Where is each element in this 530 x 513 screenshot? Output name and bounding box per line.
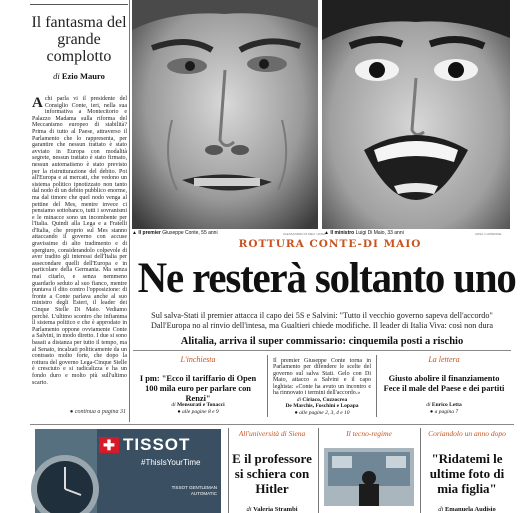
column-title: Il fantasma del grande complotto xyxy=(31,14,127,65)
column-author-name: Ezio Mauro xyxy=(61,71,105,81)
tecno-scene-illustration xyxy=(324,448,414,506)
coriandolo-author-prefix: di xyxy=(438,506,444,513)
bottom-tecno-photo xyxy=(324,448,414,506)
bottom-tecno-kicker: Il tecno-regime xyxy=(346,429,392,438)
siena-author-prefix: di xyxy=(246,506,252,513)
dimaio-face-illustration xyxy=(322,0,510,229)
caption-conte-text: Giuseppe Conte, 55 anni xyxy=(162,230,218,236)
lettera-authors-prefix: di xyxy=(426,402,431,408)
lettera-pages-text[interactable]: a pagina 7 xyxy=(434,409,459,415)
tissot-brand: TISSOT xyxy=(123,435,191,454)
photo-conte-caption: ▲ Il premier Giuseppe Conte, 55 anni xyxy=(132,230,218,236)
bottom-siena-author xyxy=(230,506,314,513)
column-top-label xyxy=(30,0,128,1)
inchiesta-pages-text[interactable]: alle pagine 8 e 9 xyxy=(182,409,219,415)
bottom-siena-title[interactable]: E il professore si schiera con Hitler xyxy=(232,451,312,496)
column-continue-text[interactable]: continua a pagina 31 xyxy=(74,409,126,415)
column-divider xyxy=(129,0,130,422)
photo-dimaio-caption: ▲ Il ministro Luigi Di Maio, 33 anni xyxy=(324,230,404,236)
article-conte-pages[interactable]: ● alle pagine 2, 3, 4 e 10 xyxy=(294,410,350,416)
article-lettera-title[interactable]: Giusto abolire il finanziamento Fece il male del Paese e dei partiti xyxy=(383,374,505,393)
tissot-advertisement[interactable] xyxy=(35,429,221,513)
article-conte-authors-2: De Marchis, Foschini e Lopapa xyxy=(285,403,359,409)
coriandolo-author-name: Emanuela Audisio xyxy=(444,506,496,513)
bottom-siena-kicker: All'università di Siena xyxy=(238,429,306,438)
column-author-prefix: di xyxy=(53,71,60,81)
main-headline[interactable]: Ne resterà soltanto uno xyxy=(137,255,516,302)
article-inchiesta-authors xyxy=(134,402,262,408)
column-continue-link[interactable]: ● continua a pagina 31 xyxy=(69,409,126,415)
conte-authors-names: Ciriaco, Cuzzocrea xyxy=(302,397,348,403)
column-top-rule xyxy=(30,4,128,5)
bottom-divider-2 xyxy=(318,428,319,513)
photo-conte xyxy=(132,0,318,229)
article-inchiesta-title[interactable]: I pm: "Ecco il tariffario di Open 100 mila euro per parlare con Renzi" xyxy=(139,374,257,403)
article-divider-1 xyxy=(267,355,268,417)
bottom-divider-1 xyxy=(228,428,229,513)
article-lettera-kicker: La lettera xyxy=(428,355,460,364)
conte-authors-prefix: di xyxy=(296,397,302,403)
column-body-text: chi parla vi il presidente del Consiglio Conte, ieri, nella sua informativa a Montecitorio e Palazzo Madama sulla riforma del Meccanismo europeo di stabilità? Prima di tutto al Paese, attraverso il Parlamento che lo rappresenta, per garantire che nessun trattato è stato avviato in Europa con modalità segrete, nessun trattato è stato firmato, nessun automatismo è stato previsto per la ristrutturazione del debito. Poi all'Europa e ai mercati, che vedono un sistema politico ipnotizzato non tanto dal nodo di un debito pubblico enorme, ma dal timore che quel nodo venga al pettine del Mes, mentre invece ci pensiamo sottobanco, tutti i sovranismi e le minacce sono un incombente per l'Italia. Quindi alla Lega e a Fratelli d'Italia, che proprio sul Mes stanno attaccando il governo con accuse gravissime di alto tradimento e di spergiuro, considerandolo colpevole di aver tradito gli interessi dell'Italia per assecondare quelli dell'Europa e in particolare della Germania. Ma senza mai citarlo, e senza nemmeno guardarlo seduto al suo fianco, mentre puntava il dito contro l'opposizione: di fronte a Conte parlava anche al suo ministro degli Esteri, il leader dei Cinque Stelle Di Maio. Vediamo perché. L'ultimo scontro che infiamma il sistema politico e che è approdato in Parlamento oppone ovviamente Conte a Salvini, in modo diretto. I due si sono basati a distanza per tutto il tempo, ma al Senato, incalzati politicamente da un contrasto molto forte, che dopo la rottura del governo Lega-Cinque Stelle è cresciuto e si radicalizza e ha un fondo duro e molto più sull'ultimo scarto. xyxy=(32,96,127,386)
article-inchiesta-pages[interactable]: ● alle pagine 8 e 9 xyxy=(177,409,219,415)
photo-dimaio-credit: ANSA / LAPRESSE xyxy=(475,232,502,236)
bottom-section-rule xyxy=(30,424,514,425)
article-lettera-pages[interactable]: ● a pagina 7 xyxy=(429,409,459,415)
main-subhead: Sul salva-Stati il premier attacca il capo dei 5S e Salvini: "Tutto il vecchio governo sapeva dell'accordo" Dall'Europa no al rinvio dell'intesa, ma Gualtieri chiede modifiche. Il leader di Italia Viva: così non dura xyxy=(151,311,493,330)
tissot-model-2: AUTOMATIC xyxy=(190,491,217,496)
caption-dimaio-name: Il ministro xyxy=(330,230,355,236)
column-body xyxy=(32,96,127,386)
inchiesta-authors-prefix: di xyxy=(171,402,176,408)
editorial-column xyxy=(30,0,128,422)
article-divider-2 xyxy=(376,355,377,417)
siena-author-name: Valeria Strambi xyxy=(253,506,298,513)
caption-conte-name: Il premier xyxy=(138,230,161,236)
bottom-coriandolo-author xyxy=(421,506,513,513)
photo-conte-credit: ALESSANDRO DI MEO / ANSA xyxy=(283,232,326,236)
tissot-model-1: TISSOT GENTLEMAN xyxy=(171,485,217,490)
bottom-coriandolo-kicker: Coriandolo un anno dopo xyxy=(428,429,506,438)
photo-di-maio xyxy=(322,0,510,229)
column-drop-cap: A xyxy=(32,95,43,111)
article-conte-body: Il premier Giuseppe Conte torna in Parlamento per difendere le scelte del governo sul salva Stati. Gelo con Di Maio, attacco a Salvini e il capo leghista: «Conte ha avuto un incontro e ha rinnovato i termini dell'accordo.» xyxy=(273,358,371,397)
tissot-cross-icon: ✚ xyxy=(99,437,119,453)
article-inchiesta-kicker: L'inchiesta xyxy=(180,355,216,364)
conte-pages-text[interactable]: alle pagine 2, 3, 4 e 10 xyxy=(299,410,350,416)
lettera-authors-names: Enrico Letta xyxy=(431,402,462,408)
caption-dimaio-text: Luigi Di Maio, 33 anni xyxy=(355,230,404,236)
bottom-coriandolo-title[interactable]: "Ridatemi le ultime foto di mia figlia" xyxy=(429,451,505,496)
conte-face-illustration xyxy=(132,0,318,229)
section-rule xyxy=(133,350,511,351)
column-author xyxy=(30,71,128,81)
article-lettera-authors xyxy=(380,402,508,408)
tissot-hashtag: #ThisIsYourTime xyxy=(141,458,201,467)
main-kicker: ROTTURA CONTE-DI MAIO xyxy=(238,238,422,250)
secondary-headline[interactable]: Alitalia, arriva il super commissario: cinquemila posti a rischio xyxy=(180,336,464,347)
inchiesta-authors-names: Mensurati e Tonacci xyxy=(176,402,225,408)
